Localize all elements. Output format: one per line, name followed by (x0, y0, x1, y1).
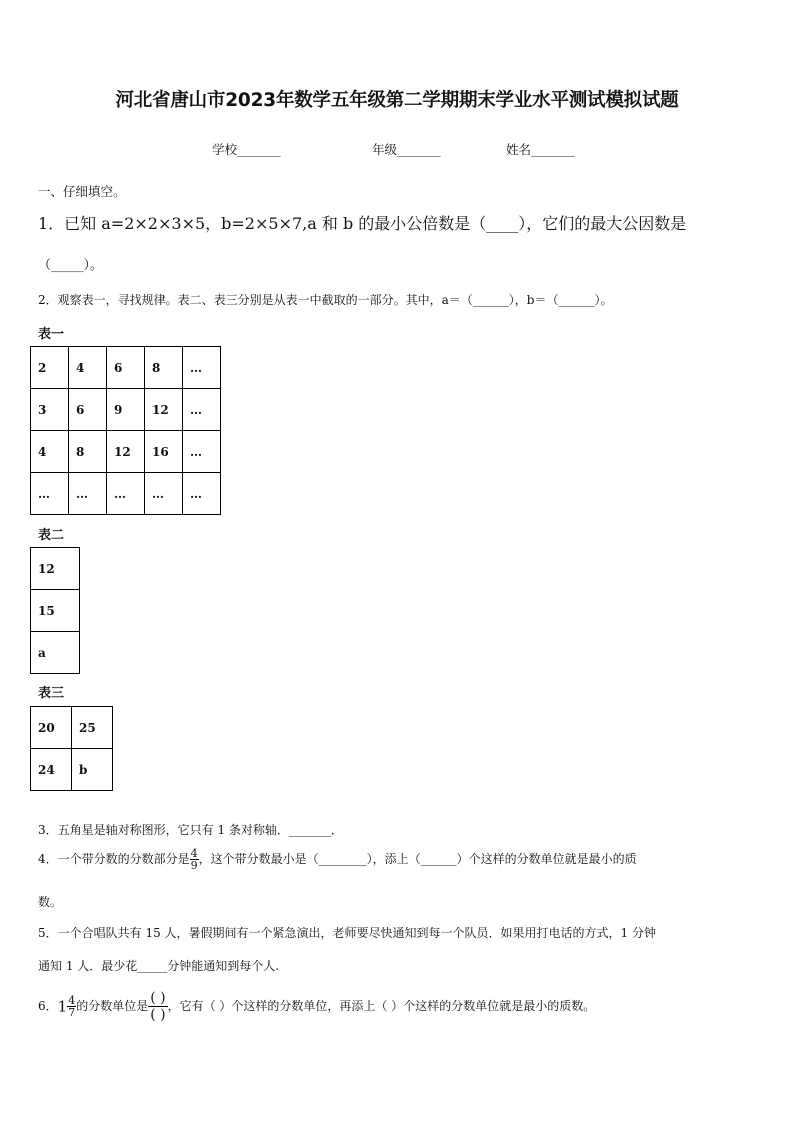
table-cell: 25 (72, 707, 113, 749)
table-row (31, 347, 221, 389)
table-cell: … (183, 389, 221, 431)
table-row (31, 590, 80, 632)
q4-prefix: 4．一个带分数的分数部分是 (38, 852, 190, 866)
question-5-line2: 通知 1 人．最少花_____分钟能通知到每个人. (38, 959, 280, 973)
table-row (31, 632, 80, 674)
q4-frac-denominator: 9 (190, 859, 198, 872)
question-5-line1: 5．一个合唱队共有 15 人，暑假期间有一个紧急演出，老师要尽快通知到每一个队员．如果用打电话的方式，1 分钟 (38, 926, 656, 940)
table-row (31, 473, 221, 515)
page-title: 河北省唐山市2023年数学五年级第二学期期末学业水平测试模拟试题 (115, 90, 679, 111)
question-3: 3．五角星是轴对称图形，它只有 1 条对称轴．_______． (38, 823, 343, 837)
table-cell: 3 (31, 389, 69, 431)
question-1-line1: 1．已知 a=2×2×3×5，b=2×5×7,a 和 b 的最小公倍数是（____），它们的最大公因数是 (38, 214, 687, 233)
table-cell: 6 (107, 347, 145, 389)
table3-label: 表三 (38, 686, 65, 701)
table2-label: 表二 (38, 528, 65, 543)
table-cell: 20 (31, 707, 72, 749)
table-cell: … (31, 473, 69, 515)
question-1-line2: （_____）。 (38, 258, 104, 273)
q6-blank-denominator: ( ) (150, 1007, 166, 1023)
table-row (31, 389, 221, 431)
question-6 (38, 990, 595, 1023)
section-heading: 一、仔细填空。 (38, 184, 126, 199)
q6-blank-fraction (148, 990, 167, 1023)
school-field: 学校_______ (212, 142, 281, 157)
table-cell: … (183, 473, 221, 515)
table-cell: 15 (31, 590, 80, 632)
name-field: 姓名_______ (506, 142, 575, 157)
q6-whole: 1 (57, 997, 68, 1016)
q6-fraction (67, 995, 76, 1018)
table-cell: 4 (69, 347, 107, 389)
table-cell: 16 (145, 431, 183, 473)
table-1 (30, 346, 221, 515)
table-cell: 12 (145, 389, 183, 431)
table-cell: b (72, 749, 113, 791)
table-cell: 6 (69, 389, 107, 431)
table-cell: … (69, 473, 107, 515)
table-row (31, 431, 221, 473)
table-cell: 8 (145, 347, 183, 389)
grade-field: 年级_______ (372, 142, 441, 157)
q4-frac-numerator: 4 (190, 847, 198, 860)
q6-frac-numerator: 4 (68, 994, 76, 1007)
table-cell: … (145, 473, 183, 515)
q6-mid: 的分数单位是 (76, 999, 149, 1013)
q6-blank-numerator: ( ) (150, 990, 166, 1006)
table-cell: 12 (31, 548, 80, 590)
table-cell: 24 (31, 749, 72, 791)
question-4-line1 (38, 848, 637, 871)
table-2 (30, 547, 80, 674)
table-cell: … (107, 473, 145, 515)
table-cell: 12 (107, 431, 145, 473)
table-cell: 4 (31, 431, 69, 473)
question-4-line2: 数。 (38, 895, 63, 909)
q6-frac-denominator: 7 (68, 1006, 76, 1019)
table-3 (30, 706, 113, 791)
table1-label: 表一 (38, 327, 65, 342)
table-cell: … (183, 431, 221, 473)
q4-suffix: ，这个带分数最小是（________），添上（______）个这样的分数单位就是最小的质 (198, 852, 637, 866)
table-cell: 2 (31, 347, 69, 389)
table-cell: … (183, 347, 221, 389)
q4-fraction (190, 848, 199, 871)
table-row (31, 707, 113, 749)
table-cell: 8 (69, 431, 107, 473)
table-row (31, 749, 113, 791)
table-row (31, 548, 80, 590)
q6-prefix: 6． (38, 999, 58, 1013)
q6-suffix: ，它有（ ）个这样的分数单位，再添上（ ）个这样的分数单位就是最小的质数。 (167, 999, 596, 1013)
table-cell: a (31, 632, 80, 674)
question-2: 2．观察表一，寻找规律。表二、表三分别是从表一中截取的一部分。其中，a＝（______），b＝（______）。 (38, 293, 613, 307)
table-cell: 9 (107, 389, 145, 431)
